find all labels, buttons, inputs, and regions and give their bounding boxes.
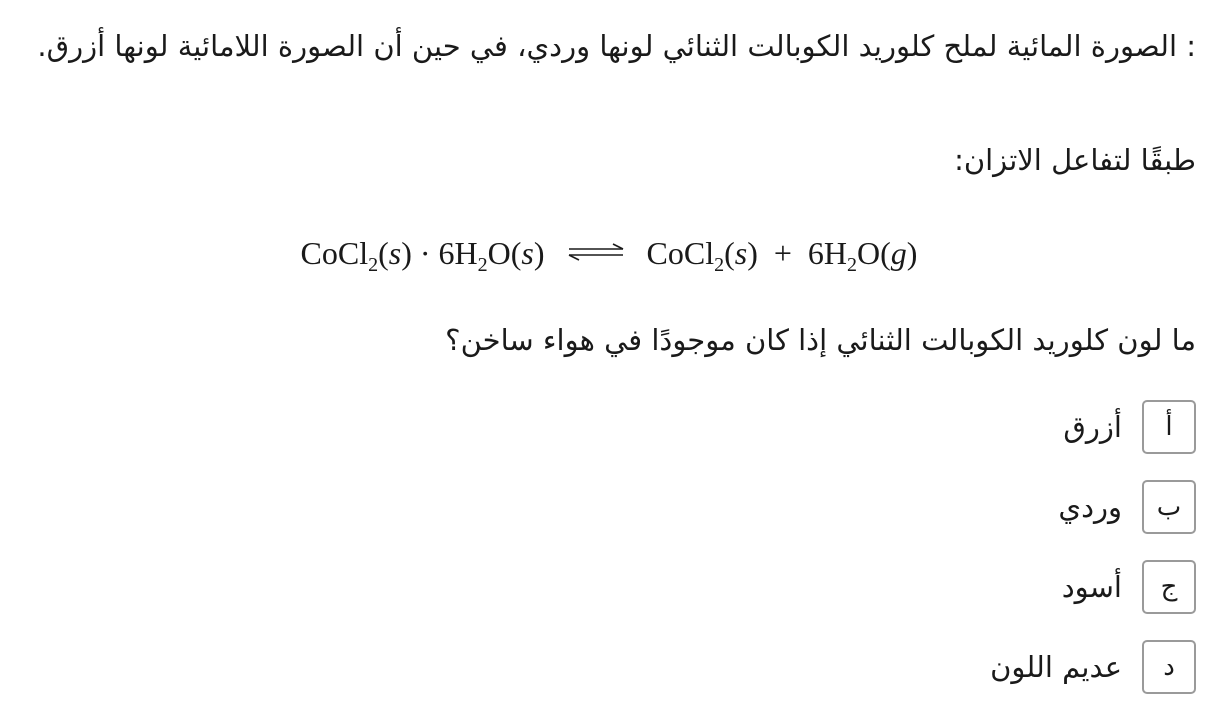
plus-sign: +: [773, 235, 792, 271]
water-coefficient-2: 6: [807, 235, 824, 271]
option-b[interactable]: [990, 478, 1196, 536]
water-o-1: O: [487, 235, 511, 271]
option-b-letter-box[interactable]: ب: [1142, 480, 1196, 534]
reactant-formula: CoCl: [300, 235, 369, 271]
equilibrium-equation: [0, 228, 1218, 278]
water-state-1: (s): [510, 235, 545, 271]
option-d-letter-box[interactable]: د: [1142, 640, 1196, 694]
water-coefficient-1: 6: [438, 235, 455, 271]
option-a[interactable]: [990, 398, 1196, 456]
water-h-1: H: [454, 235, 478, 271]
option-c[interactable]: [990, 558, 1196, 616]
product-state: (s): [724, 235, 758, 271]
equilibrium-arrow-icon: [567, 242, 625, 262]
reactant-subscript: 2: [368, 254, 379, 276]
option-c-text[interactable]: أسود: [1061, 570, 1122, 604]
product-subscript: 2: [714, 254, 725, 276]
option-a-text[interactable]: أزرق: [1063, 410, 1122, 444]
water-state-2: (g): [880, 235, 918, 271]
option-a-letter-box[interactable]: أ: [1142, 400, 1196, 454]
water-h-2: H: [823, 235, 848, 271]
option-d-text[interactable]: عديم اللون: [990, 650, 1122, 684]
question-text: ما لون كلوريد الكوبالت الثنائي إذا كان موجودًا في هواء ساخن؟: [445, 323, 1196, 357]
equilibrium-lead-text: طبقًا لتفاعل الاتزان:: [954, 143, 1196, 177]
hydrate-dot: ·: [419, 235, 431, 271]
reactant-state: (s): [378, 235, 412, 271]
option-d[interactable]: [990, 638, 1196, 696]
intro-paragraph: : الصورة المائية لملح كلوريد الكوبالت الثنائي لونها وردي، في حين أن الصورة اللامائية لونها أزرق.: [37, 29, 1196, 63]
option-c-letter-box[interactable]: ج: [1142, 560, 1196, 614]
product-formula: CoCl: [646, 235, 715, 271]
answer-options: [990, 398, 1196, 718]
water-o-2: O: [857, 235, 881, 271]
option-b-text[interactable]: وردي: [1058, 490, 1122, 524]
water-subscript-2: 2: [847, 254, 858, 276]
water-subscript-1: 2: [477, 254, 488, 276]
